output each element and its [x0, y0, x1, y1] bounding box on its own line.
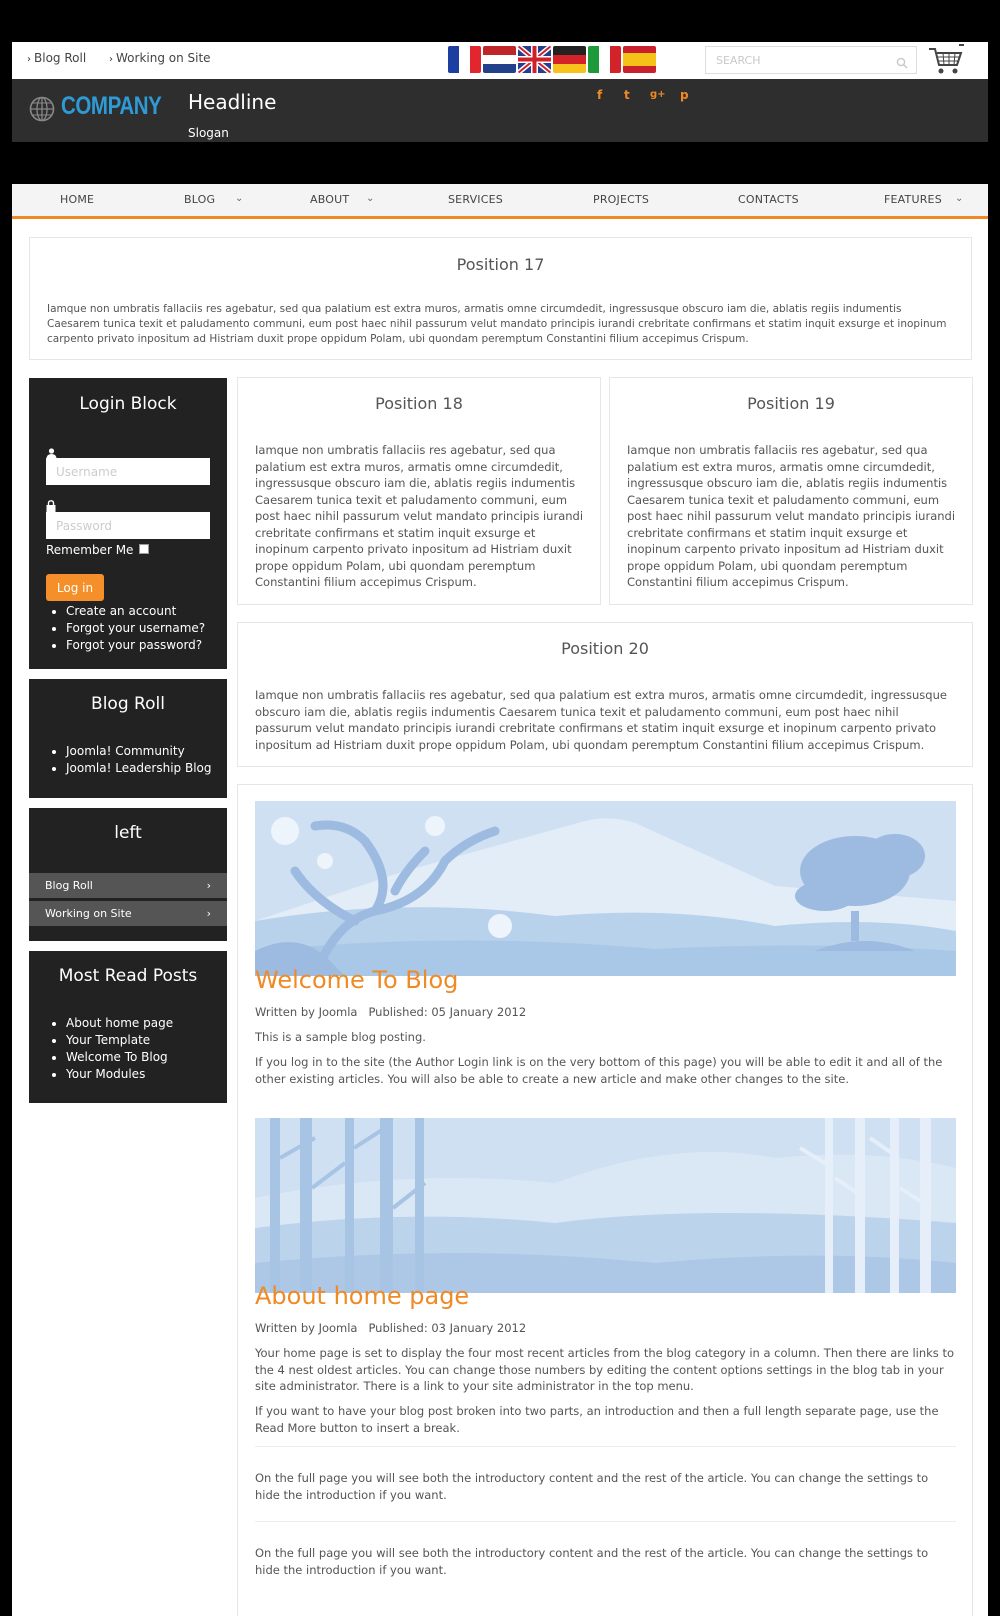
username-field[interactable] — [46, 458, 210, 485]
site-header — [12, 79, 988, 142]
search-icon[interactable] — [896, 54, 908, 73]
nav-projects[interactable]: PROJECTS — [593, 193, 650, 206]
article-author: Written by Joomla — [255, 1321, 358, 1335]
pinterest-icon[interactable]: p — [680, 88, 689, 102]
article-image-mountain[interactable] — [255, 801, 956, 976]
forgot-username-link[interactable]: • Forgot your username? — [66, 620, 205, 637]
slogan: Slogan — [188, 126, 229, 140]
list-item[interactable]: • Your Template — [66, 1032, 173, 1049]
list-item[interactable]: • Your Modules — [66, 1066, 173, 1083]
module-title: Position 18 — [375, 394, 463, 413]
module-text: Iamque non umbratis fallaciis res agebatur, sed qua palatium est extra muros, armatis omne circumdedit, ingressusque obscuro iam die, ablatis regiis indumentis Caesarem tunica texit et paludamento communi, eum post haec nihil passurum velut mandato principis iurandi crebritate confirmans et statim inquit exsurge et inopinum carpento privato inpositum ad Histriam duxit prope oppidum Polam, ubi quondam peremptum Constantini filium accepimus Crispum. — [255, 443, 584, 589]
position-17-module — [29, 237, 972, 360]
article-paragraph: This is a sample blog posting. — [255, 1030, 426, 1044]
divider — [255, 1446, 956, 1447]
most-read-module — [29, 951, 227, 1103]
position-20-module — [237, 622, 973, 767]
list-item[interactable]: • About home page — [66, 1015, 173, 1032]
module-title: Position 17 — [456, 255, 545, 274]
module-title: left — [114, 823, 142, 843]
left-menu-module — [29, 808, 227, 941]
nav-contacts[interactable]: CONTACTS — [738, 193, 799, 206]
chevron-down-icon[interactable]: ⌄ — [955, 193, 964, 204]
article-author: Written by Joomla — [255, 1005, 358, 1019]
module-text: Iamque non umbratis fallaciis res agebatur, sed qua palatium est extra muros, armatis omne circumdedit, ingressusque obscuro iam die, ablatis regiis indumentis Caesarem tunica texit et paludamento communi, eum post haec nihil passurum velut mandato principis iurandi crebritate confirmans et statim inquit exsurge et inopinum carpento privato inpositum ad Histriam duxit prope oppidum Polam, ubi quondam peremptum Constantini filium accepimus Crispum. — [627, 443, 956, 589]
module-title: Position 19 — [747, 394, 835, 413]
remember-me-label: Remember Me — [46, 543, 149, 557]
list-item[interactable]: • Joomla! Leadership Blog — [66, 760, 212, 777]
left-menu-item-blog-roll[interactable]: Blog Roll › — [29, 873, 227, 898]
most-read-list — [29, 1015, 173, 1083]
remember-me-checkbox[interactable] — [139, 544, 149, 554]
blog-list — [237, 784, 973, 1616]
flag-fr-icon[interactable] — [448, 46, 481, 73]
chevron-right-icon: › — [109, 54, 113, 65]
search-box — [705, 46, 917, 74]
list-item[interactable]: • Welcome To Blog — [66, 1049, 173, 1066]
login-links — [29, 603, 205, 654]
chevron-down-icon[interactable]: ⌄ — [235, 193, 244, 204]
module-title: Login Block — [79, 394, 177, 414]
article-meta — [255, 1321, 526, 1335]
toplink-blog-roll[interactable]: › Blog Roll — [27, 51, 87, 65]
top-bar — [12, 42, 988, 79]
list-item[interactable]: • Joomla! Community — [66, 743, 212, 760]
login-module — [29, 378, 227, 669]
toplink-working-on-site[interactable]: › Working on Site — [109, 51, 211, 65]
globe-icon[interactable] — [29, 96, 55, 126]
left-menu-item-working-on-site[interactable]: Working on Site › — [29, 901, 227, 926]
flag-de-icon[interactable] — [553, 46, 586, 73]
module-title: Most Read Posts — [58, 966, 198, 986]
shopping-cart-icon[interactable] — [928, 44, 964, 80]
article-paragraph: On the full page you will see both the introductory content and the rest of the article. You can change the settings to hide the introduction if you want. — [255, 1546, 929, 1577]
search-input[interactable] — [706, 47, 886, 73]
article-date: Published: 05 January 2012 — [368, 1005, 527, 1019]
module-title: Blog Roll — [91, 694, 165, 714]
divider — [255, 1521, 956, 1522]
article-date: Published: 03 January 2012 — [368, 1321, 527, 1335]
article-title[interactable]: Welcome To Blog — [255, 966, 459, 994]
main-nav — [12, 184, 988, 219]
article-image-bamboo[interactable] — [255, 1118, 956, 1293]
chevron-right-icon: › — [206, 879, 211, 892]
nav-features[interactable]: FEATURES — [884, 193, 942, 206]
forgot-password-link[interactable]: • Forgot your password? — [66, 637, 205, 654]
article-title[interactable]: About home page — [255, 1282, 470, 1310]
article-paragraph: If you log in to the site (the Author Login link is on the very bottom of this page) you will be able to edit it and all of the other existing articles. You will also be able to create a new article and make other changes to the site. — [255, 1055, 943, 1086]
module-text: Iamque non umbratis fallaciis res agebatur, sed qua palatium est extra muros, armatis omne circumdedit, ingressusque obscuro iam die, ablatis regiis indumentis Caesarem tunica texit et paludamento communi, eum post haec nihil passurum velut mandato principis iurandi crebritate confirmans et statim inquit exsurge et inopinum carpento privato inpositum ad Histriam duxit prope oppidum Polam, ubi quondam peremptum Constantini filium accepimus Crispum. — [47, 303, 947, 345]
flag-uk-icon[interactable] — [518, 46, 551, 73]
headline: Headline — [188, 90, 277, 114]
nav-services[interactable]: SERVICES — [448, 193, 503, 206]
nav-home[interactable]: HOME — [60, 193, 95, 206]
chevron-right-icon: › — [27, 54, 31, 65]
position-19-module — [609, 377, 973, 605]
login-button[interactable]: Log in — [46, 574, 104, 601]
create-account-link[interactable]: • Create an account — [66, 603, 205, 620]
chevron-down-icon[interactable]: ⌄ — [366, 193, 375, 204]
nav-about[interactable]: ABOUT — [310, 193, 350, 206]
blogroll-list — [29, 743, 212, 777]
blogroll-module — [29, 679, 227, 798]
article-meta — [255, 1005, 526, 1019]
nav-blog[interactable]: BLOG — [184, 193, 216, 206]
content-area — [12, 219, 988, 1616]
chevron-right-icon: › — [206, 907, 211, 920]
flag-it-icon[interactable] — [588, 46, 621, 73]
flag-es-icon[interactable] — [623, 46, 656, 73]
article-paragraph: If you want to have your blog post broken into two parts, an introduction and then a full length separate page, use the Read More button to insert a break. — [255, 1404, 939, 1435]
article-paragraph: Your home page is set to display the four most recent articles from the blog category in a column. Then there are links to the 4 nest oldest articles. You can change those numbers by editing the content options settings in the blog tab in your site administrator. There is a link to your site administrator in the top menu. — [255, 1346, 954, 1393]
module-text: Iamque non umbratis fallaciis res agebatur, sed qua palatium est extra muros, armatis omne circumdedit, ingressusque obscuro iam die, ablatis regiis indumentis Caesarem tunica texit et paludamento communi, eum post haec nihil passurum velut mandato principis iurandi crebritate confirmans et statim inquit exsurge et inopinum carpento privato inpositum ad Histriam duxit prope oppidum Polam, ubi quondam peremptum Constantini filium accepimus Crispum. — [255, 688, 947, 752]
facebook-icon[interactable]: f — [597, 88, 603, 102]
flag-nl-icon[interactable] — [483, 46, 516, 73]
logo-text[interactable]: COMPANY — [61, 92, 162, 120]
googleplus-icon[interactable]: g+ — [650, 89, 666, 100]
article-paragraph: On the full page you will see both the introductory content and the rest of the article. You can change the settings to hide the introduction if you want. — [255, 1471, 929, 1502]
position-18-module — [237, 377, 601, 605]
twitter-icon[interactable]: t — [624, 88, 630, 102]
password-field[interactable] — [46, 512, 210, 539]
module-title: Position 20 — [561, 639, 649, 658]
